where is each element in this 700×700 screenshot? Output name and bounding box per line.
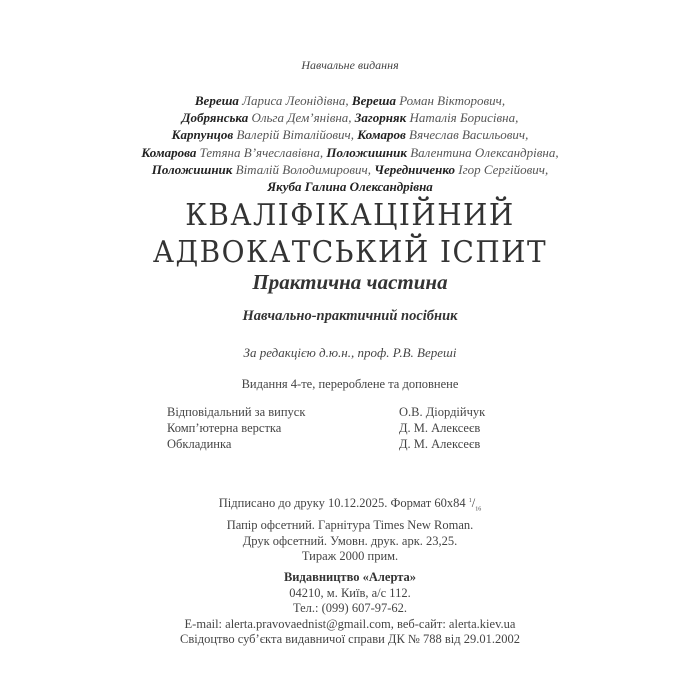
author-given: Тетяна В’ячеславівна,: [199, 144, 324, 160]
imprint-paper: Папір офсетний. Гарнітура Times New Roman.: [226, 518, 474, 533]
author-surname: Положишник: [151, 161, 233, 177]
author-surname: Вереша: [351, 93, 396, 108]
author-given: Наталія Борисівна,: [409, 110, 519, 126]
publication-kind: Навчально-практичний посібник: [242, 308, 458, 324]
author-given: Віталій Володимирович,: [235, 161, 371, 177]
imprint-signed: Підписано до друку 10.12.2025. Формат 60х84 $^1/_{16}$: [218, 496, 482, 513]
edition-line: Видання 4-те, перероблене та доповнене: [241, 377, 459, 391]
author-given: Ігор Сергійович,: [458, 161, 549, 177]
author-given: Ольга Дем’янівна,: [251, 110, 352, 126]
author-given: Валентина Олександрівна,: [410, 144, 559, 160]
author-surname: Чередниченко: [374, 161, 455, 177]
credit-row: [167, 404, 547, 420]
series-label: Навчальне видання: [301, 58, 399, 72]
author-surname: Карпунцов: [171, 127, 234, 143]
author-surname: Комаров: [357, 127, 406, 143]
credit-row: [167, 420, 547, 436]
editor-line: За редакцією д.ю.н., проф. Р.В. Вереші: [243, 345, 457, 360]
author-given: Роман Вікторович,: [399, 93, 506, 108]
author-given: Валерій Віталійович,: [236, 127, 354, 143]
authors-line: [0, 126, 700, 143]
book-title: [25, 197, 676, 271]
imprint-run: Тираж 2000 прим.: [301, 549, 399, 564]
author-surname: Загорняк: [354, 110, 407, 126]
imprint-print: Друк офсетний. Умовн. друк. арк. 23,25.: [242, 533, 458, 548]
authors-block: [0, 92, 700, 195]
authors-line: [0, 109, 700, 126]
author-given: Вячеслав Васильович,: [409, 127, 529, 143]
publisher-name: Видавництво «Алерта»: [283, 570, 417, 584]
publisher-phone: Тел.: (099) 607-97-62.: [292, 601, 408, 616]
title-line-2: АДВОКАТСЬКИЙ ІСПИТ: [152, 235, 548, 270]
publisher-contacts: E-mail: alerta.pravovaednist@gmail.com, веб-сайт: alerta.kiev.ua: [184, 616, 516, 631]
author-surname: Вереша: [194, 93, 239, 108]
format-denominator: 16: [475, 506, 482, 513]
author-given: Лариса Леонідівна,: [242, 93, 349, 108]
credit-role: Обкладинка: [167, 437, 232, 451]
imprint-block: [0, 494, 700, 565]
credit-role: Відповідальний за випуск: [167, 405, 306, 419]
author-surname: Добрянська: [181, 110, 249, 126]
title-line-1: КВАЛІФІКАЦІЙНИЙ: [185, 198, 515, 233]
author-surname: Комарова: [141, 144, 197, 160]
publisher-certificate: Свідоцтво суб’єкта видавничої справи ДК № 788 від 29.01.2002: [180, 632, 520, 647]
book-subtitle: Практична частина: [252, 270, 448, 294]
credits-table: [167, 404, 547, 452]
authors-line: [0, 144, 700, 161]
format-numerator: 1: [468, 498, 472, 504]
credit-row: [167, 436, 547, 452]
credit-role: Комп’ютерна верстка: [167, 421, 282, 435]
publisher-address: 04210, м. Київ, а/с 112.: [289, 585, 411, 600]
authors-line: [0, 161, 700, 178]
author-surname: Положишник: [326, 144, 407, 160]
credit-name: Д. М. Алексеєв: [399, 421, 481, 435]
imprint-signed-text: Підписано до друку 10.12.2025. Формат 60х84: [218, 496, 466, 510]
publisher-block: [0, 570, 700, 648]
credit-name: О.В. Діордійчук: [399, 405, 486, 419]
authors-line: [0, 178, 700, 195]
authors-line: [0, 92, 700, 109]
credit-name: Д. М. Алексеєв: [399, 437, 481, 451]
author-surname: Якуба Галина Олександрівна: [267, 179, 433, 195]
